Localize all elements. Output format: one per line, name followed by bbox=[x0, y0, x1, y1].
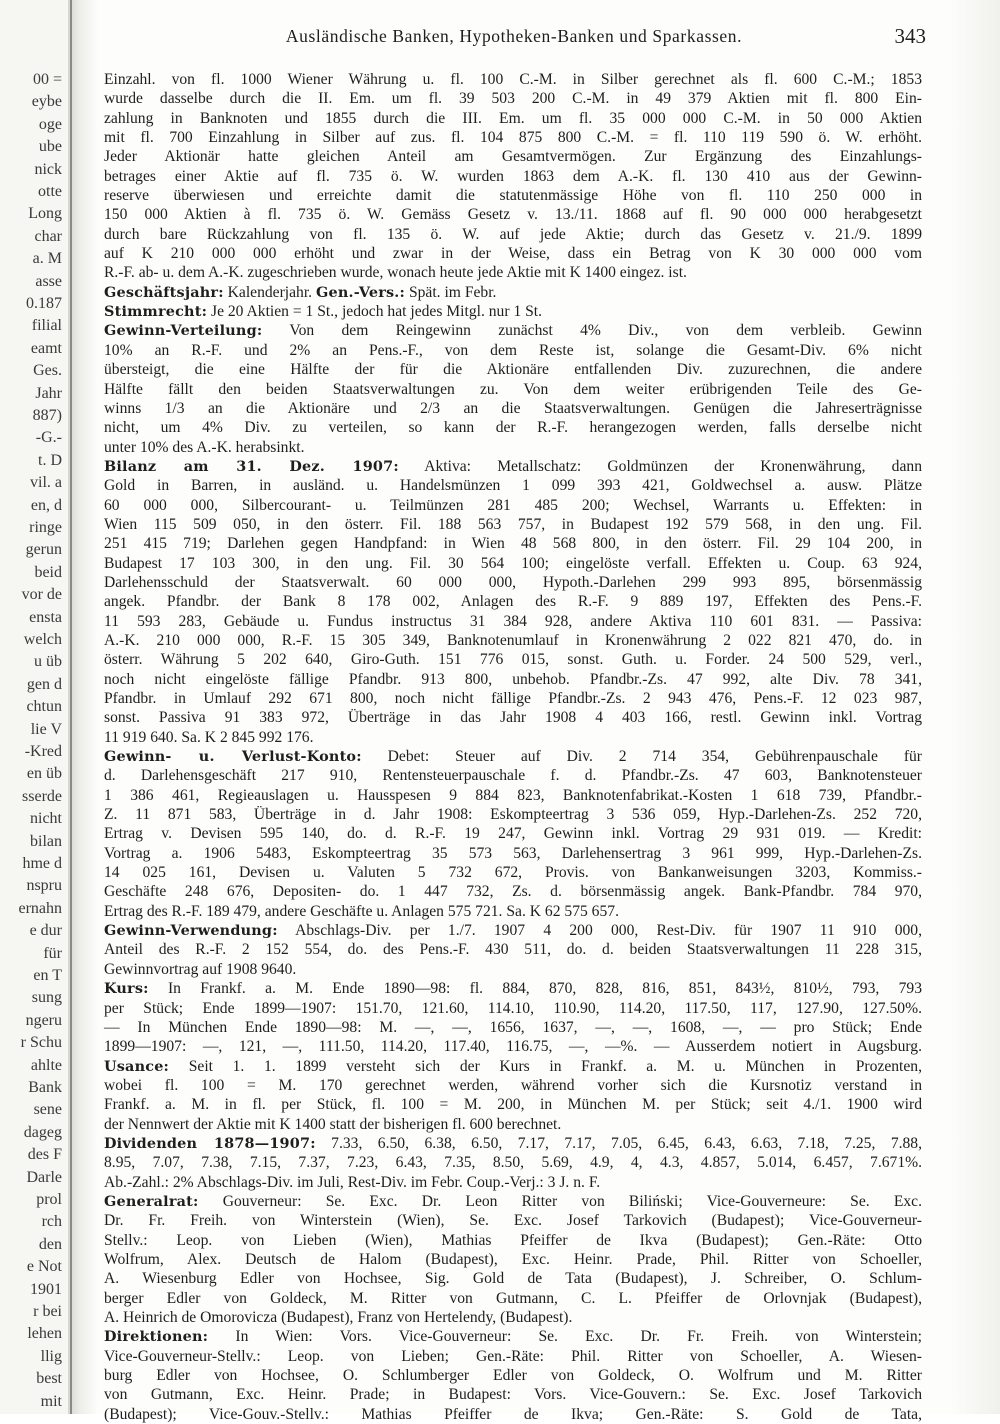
line-text: Dr. Fr. Freih. von Winterstein (Wien), Se. Exc. Josef Tarkovich (Budapest); Vice-Gouverneur- bbox=[104, 1212, 922, 1230]
text-line bbox=[104, 1250, 922, 1269]
line-text: winns 1/3 an die Aktionäre und 2/3 an die Staatsverwaltungen. Genügen die Jahreserträgnisse bbox=[104, 399, 922, 417]
text-line bbox=[104, 592, 922, 611]
left-page-fragment: ringe bbox=[29, 519, 62, 536]
text-line bbox=[104, 128, 922, 147]
section-label: Geschäftsjahr: bbox=[104, 283, 224, 301]
line-text: Anteil des R.-F. 2 152 554, do. des Pens.-F. 430 511, do. d. beiden Staatsverwaltungen 11 228 315, bbox=[104, 941, 922, 959]
left-page-fragment: ahlte bbox=[30, 1056, 62, 1074]
left-page-fragment: eamt bbox=[30, 339, 62, 357]
left-page-fragment: 0.187 bbox=[26, 295, 62, 312]
line-text: Abschlags-Div. per 1./7. 1907 4 200 000, Rest-Div. für 1907 11 910 000, bbox=[295, 922, 922, 940]
line-text: Stellv.: Leop. von Lieben (Wien), Mathias Pfeiffer de Ikva (Budapest); Gen.-Räte: Otto bbox=[104, 1231, 922, 1249]
line-text: Von dem Reingewinn zunächst 4% Div., von dem verbleib. Gewinn bbox=[289, 322, 922, 340]
text-line bbox=[104, 263, 922, 282]
section-heading-line bbox=[104, 921, 922, 940]
text-line bbox=[104, 554, 922, 573]
book-gutter-shadow bbox=[68, 0, 98, 1414]
line-text: d. Darlehensgeschäft 217 910, Rentensteuerpauschale f. d. Pfandbr.-Zs. 47 603, Banknotensteuer bbox=[104, 767, 922, 785]
text-line bbox=[104, 399, 922, 418]
left-page-fragment: gen d bbox=[26, 675, 62, 693]
line-text: 150 000 Aktien à fl. 735 ö. W. Gemäss Gesetz v. 13./11. 1868 auf fl. 90 000 000 herabgesetzt bbox=[104, 206, 922, 224]
left-page-fragment: Long bbox=[28, 205, 62, 223]
section-label: Gewinn-Verteilung: bbox=[104, 322, 263, 340]
text-line bbox=[104, 1366, 922, 1385]
line-text: Darlehensschuld der Staatsverwalt. 60 000 000, Hypoth.-Darlehen 299 993 895, börsenmässig bbox=[104, 573, 922, 591]
text-line bbox=[104, 438, 922, 457]
text-line bbox=[104, 496, 922, 515]
line-text: noch nicht eingelöste fällige Pfandbr. 913 800, unbehob. Pfandbr.-Zs. 47 992, alte Div. 78 341, bbox=[104, 670, 922, 688]
text-line bbox=[104, 573, 922, 592]
section-label: Direktionen: bbox=[104, 1328, 209, 1346]
line-text: A.-K. 210 000 000, R.-F. 15 305 349, Banknotenumlauf in Kronenwährung 2 022 821 470, do. in bbox=[104, 631, 922, 649]
text-line bbox=[104, 1385, 922, 1404]
text-line bbox=[104, 1405, 922, 1424]
line-text: R.-F. ab- u. dem A.-K. zugeschrieben wurde, wonach heute jede Aktie mit K 1400 eingez. ist. bbox=[104, 264, 687, 282]
text-line bbox=[104, 186, 922, 205]
line-text: Gold in Barren, in ausländ. u. Handelsmünzen 1 099 393 421, Goldwechsel a. ausw. Plätze bbox=[104, 477, 922, 495]
section-heading-line bbox=[104, 1057, 922, 1076]
text-line bbox=[104, 476, 922, 495]
line-text: von Gutmann, Exc. Heinr. Prade; in Budapest: Vors. Vice-Gouvern.: Se. Exc. Josef Tarkovich bbox=[104, 1386, 922, 1404]
line-text: 11 919 640. Sa. K 2 845 992 176. bbox=[104, 728, 314, 746]
left-page-fragment: llig bbox=[40, 1347, 62, 1365]
line-text: betrages einer Aktie auf fl. 735 ö. W. wurden 1863 dem A.-K. fl. 130 410 aus der Gewinn- bbox=[104, 167, 922, 185]
body-text bbox=[104, 70, 922, 1424]
line-text: nicht, um 4% Div. zu verteilen, so kann der R.-F. herangezogen werden, falls derselbe nicht bbox=[104, 419, 922, 437]
text-line bbox=[104, 940, 922, 959]
line-text: sonst. Passiva 91 383 972, Überträge in das Jahr 1908 4 403 166, restl. Gewinn inkl. Vortrag bbox=[104, 709, 922, 727]
left-page-fragment: rch bbox=[41, 1213, 62, 1231]
line-text: — In München Ende 1890—98: M. —, —, 1656, 1637, —, —, 1608, —, — pro Stück; Ende bbox=[104, 1018, 922, 1036]
left-page-fragment: 00 = bbox=[32, 71, 62, 88]
text-line bbox=[104, 786, 922, 805]
line-text: 8.95, 7.07, 7.38, 7.15, 7.37, 7.23, 6.43, 7.35, 8.50, 5.69, 4.9, 4, 4.3, 4.857, 5.014, 6.457, 7.671%. bbox=[104, 1154, 922, 1172]
line-text: wobei fl. 100 = M. 170 gerechnet werden, während vorher sich die Kursnotiz verstand in bbox=[104, 1076, 922, 1094]
text-line bbox=[104, 1269, 922, 1288]
left-page-fragment: mit bbox=[40, 1392, 62, 1410]
left-page-fragment: prol bbox=[36, 1191, 62, 1208]
line-text: 10% an R.-F. und 2% an Pens.-F., von dem Reste ist, solange die Gesamt-Div. 6% nicht bbox=[104, 341, 922, 359]
section-heading-line bbox=[104, 1192, 922, 1211]
left-page-fragment: ernahn bbox=[18, 899, 62, 917]
section-label: Gewinn-Verwendung: bbox=[104, 922, 278, 940]
left-facing-page-sliver bbox=[0, 0, 69, 1414]
line-text: 1 386 461, Regieauslagen u. Hausspesen 9 884 823, Banknotenfabrikat.-Kosten 1 618 739, Pfandbr.- bbox=[104, 786, 922, 804]
line-text: A. Wiesenburg Edler von Hochsee, Sig. Gold de Tata (Budapest), J. Schreiber, O. Schlum- bbox=[104, 1270, 922, 1288]
line-text: mit fl. 700 Einzahlung in Silber auf zus. fl. 104 875 800 C.-M. = fl. 110 119 590 ö. W. erhöht. bbox=[104, 129, 922, 147]
line-text: Je 20 Aktien = 1 St., jedoch hat jedes Mitgl. nur 1 St. bbox=[211, 303, 543, 321]
line-text: Budapest 17 103 300, in den ung. Fil. 30 564 100; eingelöste verfall. Effekten u. Coup. 63 924, bbox=[104, 554, 922, 572]
section-heading-line bbox=[104, 302, 922, 321]
left-page-fragment: Ges. bbox=[33, 362, 62, 380]
left-page-fragment: des F bbox=[27, 1146, 62, 1164]
section-heading-line bbox=[104, 979, 922, 998]
section-label: Dividenden 1878—1907: bbox=[104, 1134, 316, 1152]
left-page-fragment: Darle bbox=[26, 1168, 62, 1186]
text-line bbox=[104, 1308, 922, 1327]
left-page-fragment: dageg bbox=[23, 1123, 62, 1141]
line-text: Ertrag v. Devisen 595 140, do. d. R.-F. 19 247, Gewinn inkl. Vortrag 29 931 019. — Kredit: bbox=[104, 825, 922, 843]
left-page-fragment: den bbox=[38, 1235, 62, 1253]
text-line bbox=[104, 89, 922, 108]
line-text: Vice-Gouverneur-Stellv.: Leop. von Lieben; Gen.-Räte: Phil. Ritter von Schoeller, A. Wiesen- bbox=[104, 1347, 922, 1365]
text-line bbox=[104, 1115, 922, 1134]
text-line bbox=[104, 1095, 922, 1114]
line-text: Jeder Aktionär hatte gleichen Anteil am Gesamtvermögen. Zur Ergänzung des Einzahlungs- bbox=[104, 148, 922, 166]
left-page-fragment: ngeru bbox=[25, 1011, 62, 1029]
left-page-fragment: eybe bbox=[31, 93, 62, 111]
line-text: 60 000 000, Silbercourant- u. Teilmünzen 281 485 200; Wechsel, Warrants u. Effekten: in bbox=[104, 496, 922, 514]
left-page-fragment: Jahr bbox=[35, 384, 62, 402]
line-text: Gewinnvortrag auf 1908 9640. bbox=[104, 960, 297, 978]
text-line bbox=[104, 960, 922, 979]
page-number: 343 bbox=[894, 24, 926, 48]
line-text: zahlung in Banknoten und 1855 durch die III. Em. um fl. 35 000 000 C.-M. in 50 000 Aktien bbox=[104, 109, 922, 127]
line-text: Geschäfte 248 676, Depositen- do. 1 447 732, Zs. d. börsenmässig angek. Bank-Pfandbr. 784 970, bbox=[104, 883, 922, 901]
left-page-fragment: lehen bbox=[27, 1325, 62, 1343]
text-line bbox=[104, 902, 922, 921]
left-page-fragment: nspru bbox=[26, 877, 62, 895]
text-line bbox=[104, 167, 922, 186]
running-header-title: Ausländische Banken, Hypotheken-Banken und Sparkassen. bbox=[285, 26, 743, 46]
line-text: 14 025 161, Devisen u. Valuten 5 732 672, Provis. von Bankanweisungen 3203, Kommiss.- bbox=[104, 864, 922, 882]
text-line bbox=[104, 360, 922, 379]
line-text: 1899—1907: —, 121, —, 111.50, 114.20, 117.40, 116.75, —, —%. — Ausserdem notiert in Augsburg. bbox=[104, 1038, 922, 1056]
left-page-fragment: nicht bbox=[30, 810, 62, 828]
section-heading-line bbox=[104, 457, 922, 476]
text-line bbox=[104, 1173, 922, 1192]
page-edge-line bbox=[70, 0, 72, 1414]
left-page-fragment: char bbox=[34, 227, 62, 245]
line-text: burg Edler von Hochsee, O. Schlumberger Edler von Goldeck, O. Wolfrum und M. Ritter bbox=[104, 1367, 922, 1385]
left-page-fragment: vor de bbox=[21, 586, 62, 604]
left-page-fragment: beid bbox=[34, 563, 62, 581]
line-text: In Wien: Vors. Vice-Gouverneur: Se. Exc. Dr. Fr. Freih. von Winterstein; bbox=[235, 1328, 923, 1346]
text-line bbox=[104, 670, 922, 689]
text-line bbox=[104, 882, 922, 901]
left-page-fragment: hme d bbox=[22, 855, 62, 872]
left-page-fragment: sserde bbox=[22, 787, 62, 805]
text-line bbox=[104, 341, 922, 360]
left-page-fragment: bilan bbox=[30, 832, 62, 850]
section-heading-line bbox=[104, 321, 922, 340]
left-page-fragment: a. M bbox=[32, 250, 62, 268]
line-text: Kalenderjahr. bbox=[227, 283, 313, 301]
text-line bbox=[104, 225, 922, 244]
left-page-fragment: best bbox=[36, 1370, 62, 1388]
text-line bbox=[104, 708, 922, 727]
line-text: Einzahl. von fl. 1000 Wiener Währung u. fl. 100 C.-M. in Silber gerechnet als fl. 600 C.-M.; 1853 bbox=[104, 71, 922, 88]
left-page-fragment: oge bbox=[38, 115, 62, 133]
text-line bbox=[104, 999, 922, 1018]
text-line bbox=[104, 109, 922, 128]
left-page-fragment: e dur bbox=[29, 922, 62, 940]
line-text: Spät. im Febr. bbox=[408, 283, 497, 301]
left-page-fragment: lie V bbox=[30, 720, 62, 738]
text-line bbox=[104, 1076, 922, 1095]
line-text: Wien 115 509 050, in den österr. Fil. 188 563 757, in Budapest 192 579 568, in den ung. Fil. bbox=[104, 515, 922, 533]
text-line bbox=[104, 534, 922, 553]
text-line bbox=[104, 418, 922, 437]
text-line bbox=[104, 1211, 922, 1230]
text-line bbox=[104, 650, 922, 669]
text-line bbox=[104, 805, 922, 824]
text-line bbox=[104, 1231, 922, 1250]
line-text: per Stück; Ende 1899—1907: 151.70, 121.60, 114.10, 110.90, 114.20, 117.50, 117, 127.90, 127.50%. bbox=[104, 999, 922, 1017]
section-label: Bilanz am 31. Dez. 1907: bbox=[104, 457, 399, 475]
running-header bbox=[100, 26, 928, 52]
text-line bbox=[104, 380, 922, 399]
left-page-fragment: r bei bbox=[33, 1303, 62, 1320]
line-text: Debet: Steuer auf Div. 2 714 354, Gebührenpauschale für bbox=[387, 748, 923, 766]
line-text: unter 10% des A.-K. herabsinkt. bbox=[104, 438, 305, 456]
text-line bbox=[104, 147, 922, 166]
line-text: Hälfte fällt den beiden Staatsverwaltungen zu. Von dem weiter erübrigenden Teile des Ge- bbox=[104, 380, 922, 398]
line-text: auf K 210 000 000 erhöht und zwar in der Weise, dass ein Betrag von K 30 000 000 vom bbox=[104, 245, 922, 263]
text-line bbox=[104, 844, 922, 863]
line-text: angek. Pfandbr. der Bank 8 178 002, Anlagen des R.-F. 9 889 197, Effekten des Pens.-F. bbox=[104, 593, 922, 611]
line-text: wurde dasselbe durch die II. Em. um fl. 39 503 200 C.-M. in 49 379 Aktien mit fl. 800 Ein- bbox=[104, 90, 922, 108]
line-text: der Nennwert der Aktie mit K 1400 statt der bisherigen fl. 600 berechnet. bbox=[104, 1115, 562, 1133]
text-line bbox=[104, 631, 922, 650]
line-text: Aktiva: Metallschatz: Goldmünzen der Kronenwährung, dann bbox=[424, 457, 922, 475]
text-line bbox=[104, 1018, 922, 1037]
line-text: Ertrag des R.-F. 189 479, andere Geschäfte u. Anlagen 575 721. Sa. K 62 575 657. bbox=[104, 902, 619, 920]
text-line bbox=[104, 1289, 922, 1308]
line-text: Wolfrum, Alex. Deutsch de Halom (Budapest), Exc. Heinr. Prade, Phil. Ritter von Schoeller, bbox=[104, 1250, 922, 1268]
line-text: österr. Währung 5 202 640, Giro-Guth. 151 776 015, sonst. Guth. u. Forder. 24 500 529, verl., bbox=[104, 651, 922, 669]
text-line bbox=[104, 689, 922, 708]
line-text: (Budapest); Vice-Gouv.-Stellv.: Mathias Pfeiffer de Ikva; Gen.-Räte: S. Gold de Tata, bbox=[104, 1405, 922, 1423]
left-page-fragment: gerun bbox=[25, 541, 62, 559]
text-line bbox=[104, 205, 922, 224]
line-text: Gouverneur: Se. Exc. Dr. Leon Ritter von Biliński; Vice-Gouverneure: Se. Exc. bbox=[222, 1192, 923, 1210]
line-text: Z. 11 871 583, Überträge in d. Jahr 1908: Eskompteertrag 3 536 059, Hyp.-Darlehen-Zs. 252 720, bbox=[104, 806, 922, 824]
left-page-fragment: nick bbox=[34, 160, 62, 178]
text-line bbox=[104, 728, 922, 747]
line-text: übersteigt, die eine Hälfte der für die Aktionäre entfallenden Div. zuzurechnen, die andere bbox=[104, 361, 922, 379]
line-text: A. Heinrich de Omorovicza (Budapest), Franz von Hertelendy, (Budapest). bbox=[104, 1309, 573, 1326]
text-line bbox=[104, 1037, 922, 1056]
left-page-fragment: en T bbox=[33, 967, 62, 984]
line-text: 11 593 283, Gebäude u. Fundus instructus 31 384 928, andere Aktiva 110 601 831. — Passiva: bbox=[104, 612, 922, 630]
text-line bbox=[104, 612, 922, 631]
text-line bbox=[104, 244, 922, 263]
line-text: Ab.-Zahl.: 2% Abschlags-Div. im Juli, Rest-Div. im Febr. Coup.-Verj.: 3 J. n. F. bbox=[104, 1173, 601, 1191]
section-label: Gen.-Vers.: bbox=[315, 283, 406, 301]
left-page-fragment: chtun bbox=[26, 698, 62, 716]
line-text: Vortrag a. 1906 5483, Eskompteertrag 35 573 563, Darlehensertrag 3 961 999, Hyp.-Darlehen-Zs. bbox=[104, 844, 922, 862]
left-page-fragment: 887) bbox=[32, 407, 62, 424]
text-line bbox=[104, 515, 922, 534]
section-heading-line bbox=[104, 1327, 922, 1346]
left-page-fragment: sene bbox=[33, 1101, 62, 1119]
left-page-fragment: ensta bbox=[29, 608, 62, 626]
text-line bbox=[104, 1153, 922, 1172]
line-text: durch bare Rückzahlung von fl. 135 ö. W. auf jede Aktie; durch das Gesetz v. 21./9. 1899 bbox=[104, 225, 922, 243]
text-line bbox=[104, 824, 922, 843]
text-line bbox=[104, 766, 922, 785]
left-page-fragment: t. D bbox=[38, 451, 62, 469]
line-text: Frankf. a. M. in fl. per Stück, fl. 100 = M. 200, in München M. per Stück; seit 4./1. 1900 wird bbox=[104, 1096, 922, 1114]
line-text: 251 415 719; Darlehen gegen Handpfand: in Wien 48 568 800, in den österr. Fil. 29 104 200, in bbox=[104, 535, 922, 553]
left-page-fragment: -Kred bbox=[24, 743, 62, 760]
line-text: berger Edler von Goldeck, M. Ritter von Gutmann, C. L. Pfeiffer de Orlovnjak (Budapest), bbox=[104, 1289, 922, 1307]
right-edge-shade bbox=[950, 0, 1000, 1414]
left-page-fragment: 1901 bbox=[30, 1280, 62, 1298]
section-heading-line bbox=[104, 283, 922, 302]
left-page-fragment: en, d bbox=[30, 496, 62, 514]
left-page-fragment: vil. a bbox=[30, 474, 62, 492]
text-line bbox=[104, 1347, 922, 1366]
left-page-fragment: -G.- bbox=[35, 429, 62, 447]
text-line bbox=[104, 70, 922, 89]
text-line bbox=[104, 863, 922, 882]
line-text: reserve überwiesen und erreichte damit die statutenmässige Höhe von fl. 110 250 000 in bbox=[104, 187, 922, 205]
section-heading-line bbox=[104, 1134, 922, 1153]
left-page-fragment: für bbox=[43, 944, 62, 962]
left-page-fragment: otte bbox=[38, 183, 62, 200]
line-text: In Frankf. a. M. Ende 1890—98: fl. 884, 870, 828, 816, 851, 843½, 810½, 793, 793 bbox=[167, 980, 922, 998]
left-page-fragment: welch bbox=[23, 631, 62, 648]
left-page-fragment: e Not bbox=[26, 1258, 62, 1276]
line-text: Pfandbr. in Umlauf 292 671 800, noch nicht fällige Pfandbr.-Zs. 2 943 476, Pens.-F. 12 023 987, bbox=[104, 690, 922, 707]
left-page-fragment: Bank bbox=[28, 1079, 62, 1096]
section-label: Usance: bbox=[104, 1057, 170, 1075]
left-page-fragment: sung bbox=[31, 989, 62, 1007]
section-label: Stimmrecht: bbox=[104, 303, 208, 321]
line-text: Seit 1. 1. 1899 versteht sich der Kurs in Frankf. a. M. u. München in Prozenten, bbox=[188, 1057, 922, 1075]
left-page-fragment: asse bbox=[35, 272, 62, 290]
line-text: 7.33, 6.50, 6.38, 6.50, 7.17, 7.17, 7.05, 6.45, 6.43, 6.63, 7.18, 7.25, 7.88, bbox=[331, 1134, 923, 1152]
left-page-fragment: filial bbox=[31, 317, 62, 335]
section-label: Generalrat: bbox=[104, 1192, 199, 1210]
section-heading-line bbox=[104, 747, 922, 766]
section-label: Kurs: bbox=[104, 980, 149, 998]
left-page-fragment: en üb bbox=[26, 765, 62, 783]
left-page-fragment: ube bbox=[38, 138, 62, 156]
section-label: Gewinn- u. Verlust-Konto: bbox=[104, 748, 362, 766]
left-page-fragment: u üb bbox=[34, 653, 62, 671]
left-page-fragment: r Schu bbox=[20, 1034, 62, 1052]
